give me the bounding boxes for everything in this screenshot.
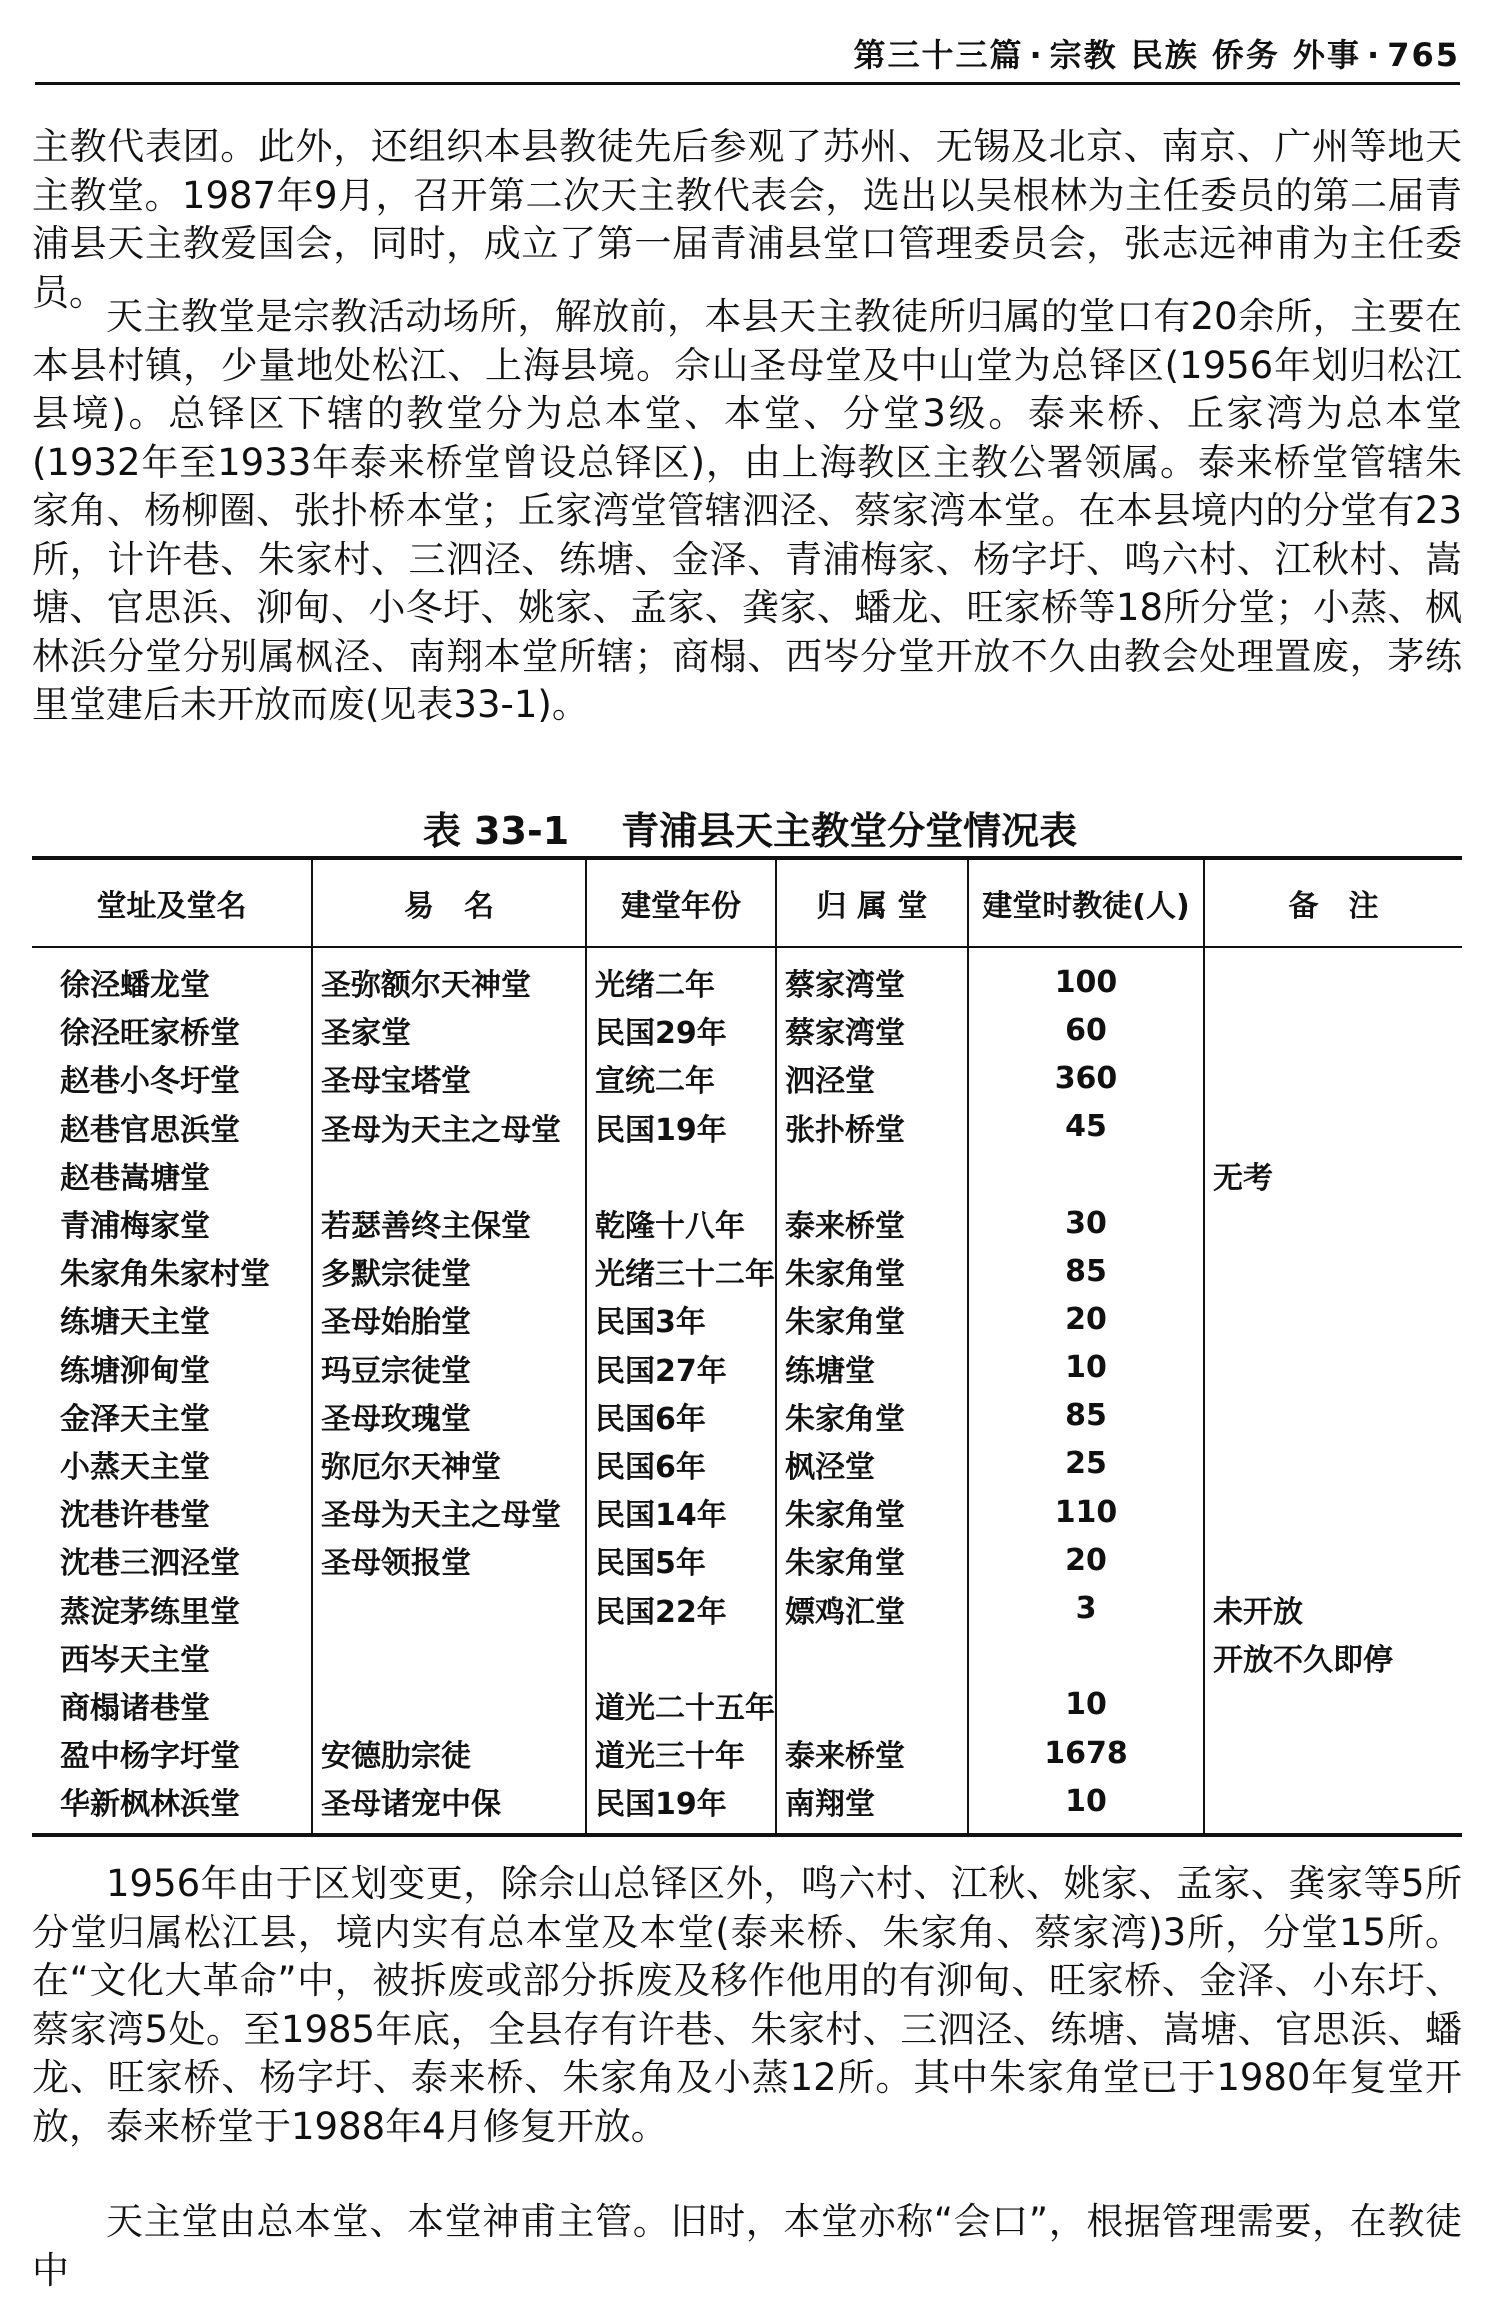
header-separator: · (1367, 36, 1382, 74)
cell-members: 25 (968, 1440, 1204, 1488)
cell-site: 金泽天主堂 (60, 1401, 210, 1437)
table-row (32, 1681, 1462, 1729)
cell-year (586, 1633, 776, 1681)
cell-members: 30 (968, 1199, 1204, 1247)
cell-parent (776, 1633, 968, 1681)
cell-new-name: 圣母宝塔堂 (312, 1054, 586, 1102)
table-row (32, 1633, 1462, 1681)
table-row (32, 1199, 1462, 1247)
cell-parent: 泰来桥堂 (776, 1199, 968, 1247)
cell-members: 10 (968, 1681, 1204, 1729)
cell-year: 民国14年 (586, 1488, 776, 1536)
cell-remarks (1204, 1247, 1462, 1295)
cell-remarks (1204, 1006, 1462, 1054)
page-number: 765 (1387, 36, 1460, 74)
cell-site: 练塘天主堂 (60, 1305, 210, 1341)
cell-new-name: 圣母为天主之母堂 (312, 1103, 586, 1151)
header-topics: 宗教 民族 侨务 外事 (1049, 36, 1362, 74)
cell-members: 110 (968, 1488, 1204, 1536)
table-row (32, 1344, 1462, 1392)
cell-new-name (312, 1633, 586, 1681)
table-row (32, 1729, 1462, 1777)
cell-site: 商榻诸巷堂 (60, 1690, 210, 1726)
table-row (32, 1392, 1462, 1440)
cell-parent: 朱家角堂 (776, 1247, 968, 1295)
header-separator: · (1029, 36, 1044, 74)
table-row (32, 1295, 1462, 1343)
cell-remarks (1204, 1536, 1462, 1584)
cell-new-name: 安德肋宗徒 (312, 1729, 586, 1777)
cell-new-name (312, 1151, 586, 1199)
cell-new-name: 圣母始胎堂 (312, 1295, 586, 1343)
cell-members: 1678 (968, 1729, 1204, 1777)
cell-site: 练塘泖甸堂 (60, 1353, 210, 1389)
cell-members (968, 1633, 1204, 1681)
cell-site: 赵巷嵩塘堂 (60, 1160, 210, 1196)
cell-remarks (1204, 1440, 1462, 1488)
cell-parent: 蔡家湾堂 (776, 947, 968, 1006)
cell-year: 民国19年 (586, 1103, 776, 1151)
cell-members: 45 (968, 1103, 1204, 1151)
cell-parent: 张扑桥堂 (776, 1103, 968, 1151)
col-header-parent: 归 属 堂 (776, 858, 968, 947)
cell-site: 朱家角朱家村堂 (60, 1257, 270, 1293)
cell-site: 青浦梅家堂 (60, 1209, 210, 1245)
table-row (32, 1440, 1462, 1488)
cell-members: 100 (968, 947, 1204, 1006)
table-body (32, 947, 1462, 1835)
table-row (32, 1247, 1462, 1295)
table-number: 表 33-1 (422, 809, 570, 853)
col-header-remarks: 备 注 (1204, 858, 1462, 947)
cell-new-name: 圣母为天主之母堂 (312, 1488, 586, 1536)
cell-remarks (1204, 1054, 1462, 1102)
table-row (32, 1103, 1462, 1151)
cell-site: 徐泾旺家桥堂 (60, 1016, 240, 1052)
cell-parent: 朱家角堂 (776, 1295, 968, 1343)
cell-year: 宣统二年 (586, 1054, 776, 1102)
cell-remarks (1204, 1103, 1462, 1151)
cell-members: 85 (968, 1392, 1204, 1440)
paragraph-4: 天主堂由总本堂、本堂神甫主管。旧时，本堂亦称“会口”，根据管理需要，在教徒中 (32, 2200, 1462, 2292)
cell-year: 道光三十年 (586, 1729, 776, 1777)
cell-year (586, 1151, 776, 1199)
cell-site: 赵巷官思浜堂 (60, 1112, 240, 1148)
cell-new-name: 多默宗徒堂 (312, 1247, 586, 1295)
cell-site: 西岑天主堂 (60, 1642, 210, 1678)
cell-year: 民国19年 (586, 1777, 776, 1835)
cell-remarks (1204, 1344, 1462, 1392)
cell-remarks (1204, 1488, 1462, 1536)
cell-parent: 嫖鸡汇堂 (776, 1584, 968, 1632)
cell-year: 民国29年 (586, 1006, 776, 1054)
col-header-members: 建堂时教徒(人) (968, 858, 1204, 947)
table-row (32, 1151, 1462, 1199)
cell-remarks: 开放不久即停 (1204, 1633, 1462, 1681)
cell-members (968, 1151, 1204, 1199)
cell-new-name (312, 1681, 586, 1729)
cell-remarks (1204, 947, 1462, 1006)
cell-new-name: 圣家堂 (312, 1006, 586, 1054)
cell-site: 徐泾蟠龙堂 (60, 968, 210, 1004)
cell-members: 10 (968, 1777, 1204, 1835)
cell-remarks (1204, 1681, 1462, 1729)
header-part: 第三十三篇 (853, 36, 1024, 74)
cell-parent: 泰来桥堂 (776, 1729, 968, 1777)
cell-parent: 泗泾堂 (776, 1054, 968, 1102)
paragraph-2: 天主教堂是宗教活动场所，解放前，本县天主教徒所归属的堂口有20余所，主要在本县村镇，少量地处松江、上海县境。佘山圣母堂及中山堂为总铎区(1956年划归松江县境)。总铎区下辖的教堂分为总本堂、本堂、分堂3级。泰来桥、丘家湾为总本堂(1932年至1933年泰来桥堂曾设总铎区)，由上海教区主教公署领属。泰来桥堂管辖朱家角、杨柳圈、张扑桥本堂；丘家湾堂管辖泗泾、蔡家湾本堂。在本县境内的分堂有23所，计许巷、朱家村、三泗泾、练塘、金泽、青浦梅家、杨字圩、鸣六村、江秋村、嵩塘、官思浜、泖甸、小冬圩、姚家、孟家、龚家、蟠龙、旺家桥等18所分堂；小蒸、枫林浜分堂分别属枫泾、南翔本堂所辖；商榻、西岑分堂开放不久由教会处理置废，茅练里堂建后未开放而废(见表33-1)。 (32, 295, 1462, 726)
cell-new-name: 若瑟善终主保堂 (312, 1199, 586, 1247)
table-row (32, 1006, 1462, 1054)
cell-parent: 朱家角堂 (776, 1392, 968, 1440)
cell-parent: 枫泾堂 (776, 1440, 968, 1488)
cell-site: 华新枫林浜堂 (60, 1787, 240, 1823)
cell-year: 民国6年 (586, 1440, 776, 1488)
cell-parent: 练塘堂 (776, 1344, 968, 1392)
cell-site: 沈巷许巷堂 (60, 1498, 210, 1534)
cell-remarks (1204, 1777, 1462, 1835)
cell-new-name: 弥厄尔天神堂 (312, 1440, 586, 1488)
cell-members: 60 (968, 1006, 1204, 1054)
cell-year: 道光二十五年 (586, 1681, 776, 1729)
cell-parent: 蔡家湾堂 (776, 1006, 968, 1054)
cell-members: 20 (968, 1295, 1204, 1343)
table-row (32, 1777, 1462, 1835)
table-row (32, 1584, 1462, 1632)
cell-site: 盈中杨字圩堂 (60, 1739, 240, 1775)
cell-remarks (1204, 1392, 1462, 1440)
col-header-site: 堂址及堂名 (32, 858, 312, 947)
cell-year: 光绪三十二年 (586, 1247, 776, 1295)
cell-year: 民国3年 (586, 1295, 776, 1343)
cell-members: 10 (968, 1344, 1204, 1392)
church-table (32, 856, 1462, 1837)
cell-parent (776, 1681, 968, 1729)
running-header (853, 30, 1460, 76)
cell-site: 沈巷三泗泾堂 (60, 1546, 240, 1582)
cell-remarks (1204, 1295, 1462, 1343)
cell-year: 乾隆十八年 (586, 1199, 776, 1247)
cell-members: 20 (968, 1536, 1204, 1584)
header-rule (35, 82, 1460, 85)
cell-parent: 朱家角堂 (776, 1536, 968, 1584)
table-header-row (32, 858, 1462, 947)
cell-remarks: 未开放 (1204, 1584, 1462, 1632)
cell-remarks: 无考 (1204, 1151, 1462, 1199)
cell-new-name: 圣母诸宠中保 (312, 1777, 586, 1835)
table-row (32, 1054, 1462, 1102)
paragraph-3: 1956年由于区划变更，除佘山总铎区外，鸣六村、江秋、姚家、孟家、龚家等5所分堂归属松江县，境内实有总本堂及本堂(泰来桥、朱家角、蔡家湾)3所，分堂15所。在“文化大革命”中，被拆废或部分拆废及移作他用的有泖甸、旺家桥、金泽、小东圩、蔡家湾5处。至1985年底，全县存有许巷、朱家村、三泗泾、练塘、嵩塘、官思浜、蟠龙、旺家桥、杨字圩、泰来桥、朱家角及小蒸12所。其中朱家角堂已于1980年复堂开放，泰来桥堂于1988年4月修复开放。 (32, 1862, 1462, 2148)
cell-parent: 南翔堂 (776, 1777, 968, 1835)
cell-year: 光绪二年 (586, 947, 776, 1006)
table-row (32, 947, 1462, 1006)
cell-remarks (1204, 1729, 1462, 1777)
cell-year: 民国27年 (586, 1344, 776, 1392)
table-row (32, 1488, 1462, 1536)
cell-parent: 朱家角堂 (776, 1488, 968, 1536)
table-row (32, 1536, 1462, 1584)
cell-new-name: 圣弥额尔天神堂 (312, 947, 586, 1006)
cell-new-name: 玛豆宗徒堂 (312, 1344, 586, 1392)
paragraph-1: 主教代表团。此外，还组织本县教徒先后参观了苏州、无锡及北京、南京、广州等地天主教堂。1987年9月，召开第二次天主教代表会，选出以吴根林为主任委员的第二届青浦县天主教爱国会，同时，成立了第一届青浦县堂口管理委员会，张志远神甫为主任委员。 (32, 125, 1462, 314)
table-caption (0, 800, 1500, 855)
cell-year: 民国6年 (586, 1392, 776, 1440)
cell-year: 民国5年 (586, 1536, 776, 1584)
cell-site: 蒸淀茅练里堂 (60, 1594, 240, 1630)
cell-members: 85 (968, 1247, 1204, 1295)
cell-site: 赵巷小冬圩堂 (60, 1064, 240, 1100)
cell-remarks (1204, 1199, 1462, 1247)
cell-members: 360 (968, 1054, 1204, 1102)
cell-site: 小蒸天主堂 (60, 1449, 210, 1485)
table-title: 青浦县天主教堂分堂情况表 (621, 809, 1078, 853)
cell-year: 民国22年 (586, 1584, 776, 1632)
cell-new-name (312, 1584, 586, 1632)
cell-members: 3 (968, 1584, 1204, 1632)
cell-new-name: 圣母领报堂 (312, 1536, 586, 1584)
church-table-wrapper (32, 856, 1462, 1837)
col-header-year: 建堂年份 (586, 858, 776, 947)
cell-new-name: 圣母玫瑰堂 (312, 1392, 586, 1440)
cell-parent (776, 1151, 968, 1199)
col-header-new-name: 易 名 (312, 858, 586, 947)
